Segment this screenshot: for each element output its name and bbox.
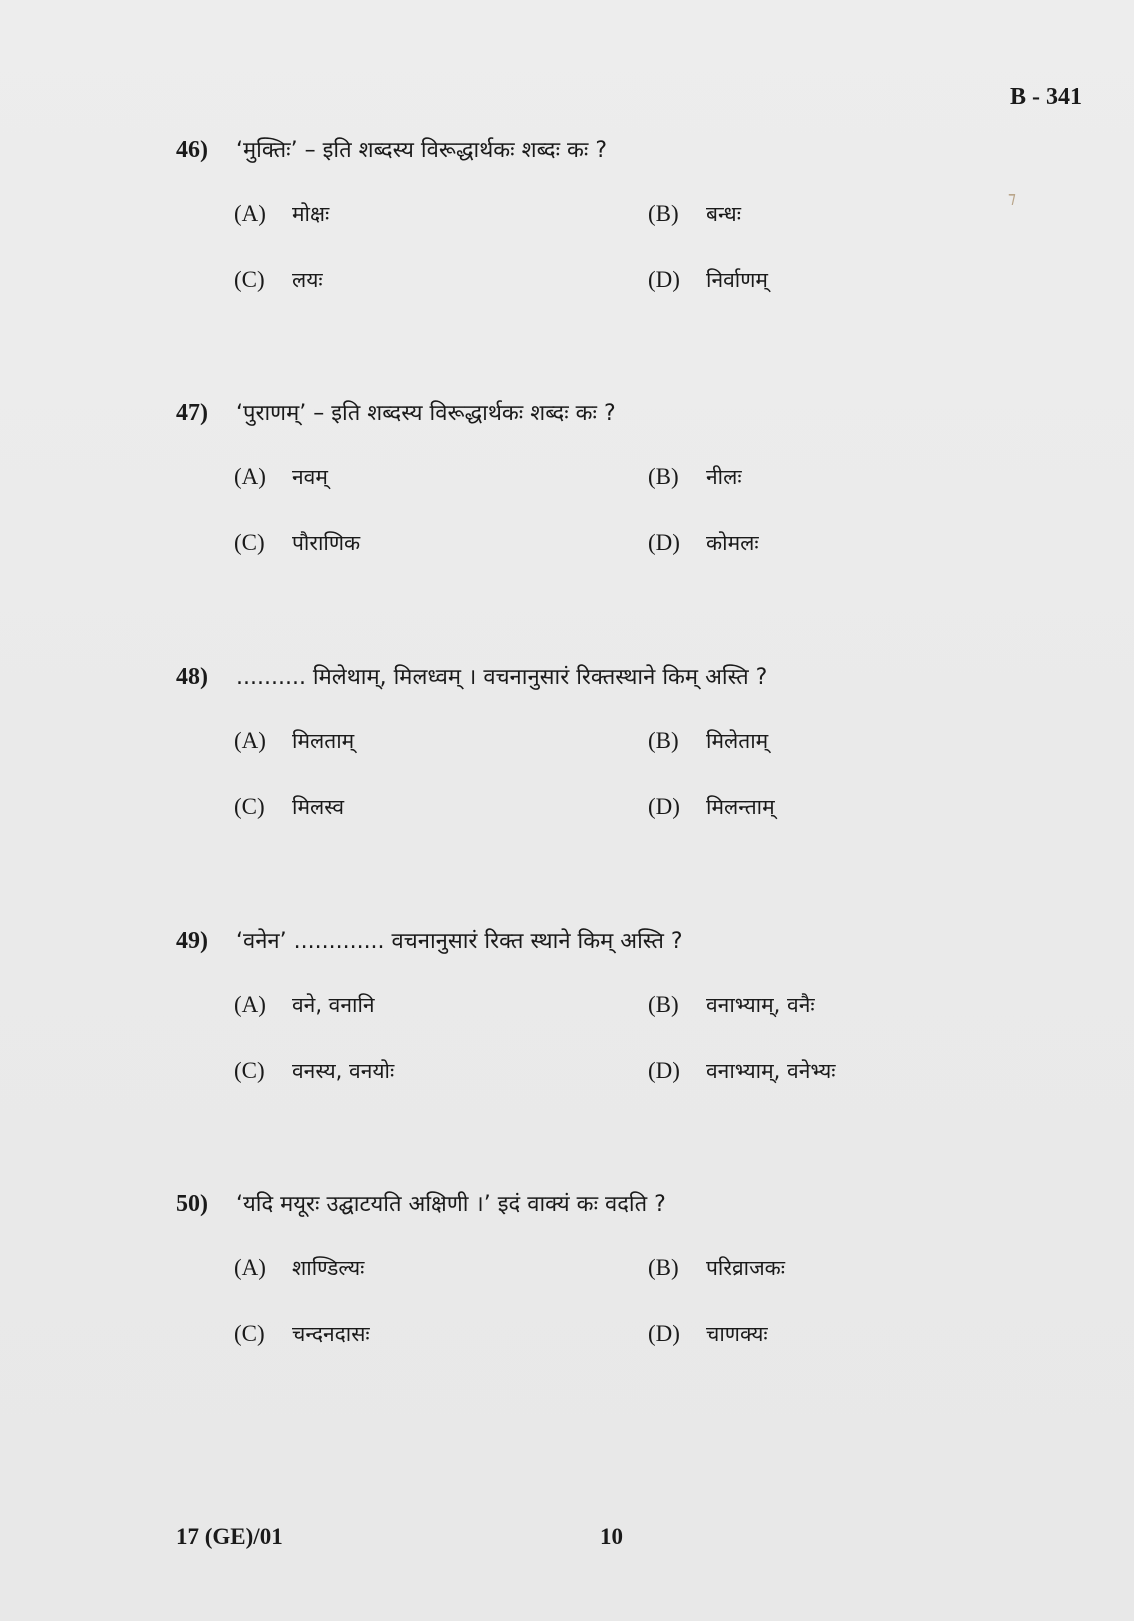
question-50 [176, 1187, 1076, 1361]
option-b[interactable] [648, 1251, 785, 1285]
option-letter: (B) [648, 728, 679, 753]
question-text: ‘मुक्तिः’ – इति शब्दस्य विरूद्धार्थकः शब्दः कः ? [236, 138, 608, 163]
option-text: वनाभ्याम्, वनेभ्यः [706, 1059, 836, 1083]
question-48 [176, 660, 1076, 834]
option-text: चन्दनदासः [292, 1322, 370, 1346]
option-letter: (A) [234, 992, 266, 1017]
option-letter: (D) [648, 530, 680, 555]
option-text: कोमलः [706, 531, 759, 555]
booklet-code: B - 341 [1010, 84, 1082, 110]
scan-mark: ⁊ [1008, 188, 1016, 207]
option-letter: (C) [234, 530, 265, 555]
options [176, 1251, 1076, 1361]
option-text: परिव्राजकः [706, 1256, 786, 1280]
question-46 [176, 133, 1076, 307]
option-b[interactable] [648, 197, 741, 231]
options [176, 988, 1076, 1098]
question-text: ‘वनेन’ ............. वचनानुसारं रिक्त स्थाने किम् अस्ति ? [236, 929, 683, 954]
option-text: वने, वनानि [292, 993, 375, 1017]
option-d[interactable] [648, 790, 775, 824]
option-letter: (A) [234, 201, 266, 226]
option-text: पौराणिक [292, 531, 361, 555]
option-c[interactable] [234, 1054, 394, 1088]
option-text: चाणक्यः [706, 1322, 768, 1346]
option-d[interactable] [648, 1054, 836, 1088]
option-text: मिलस्व [292, 795, 345, 819]
option-letter: (D) [648, 1321, 680, 1346]
option-c[interactable] [234, 526, 360, 560]
question-text: ‘यदि मयूरः उद्घाटयति अक्षिणी ।’ इदं वाक्यं कः वदति ? [236, 1192, 666, 1217]
option-text: नीलः [706, 465, 742, 489]
option-text: मिलताम् [292, 729, 355, 753]
question-text: .......... मिलेथाम्, मिलध्वम् । वचनानुसारं रिक्तस्थाने किम् अस्ति ? [236, 665, 768, 690]
option-a[interactable] [234, 460, 328, 494]
option-b[interactable] [648, 460, 742, 494]
question-stem [176, 924, 1076, 958]
option-text: शाण्डिल्यः [292, 1256, 365, 1280]
option-text: लयः [292, 268, 323, 292]
option-c[interactable] [234, 790, 344, 824]
option-a[interactable] [234, 1251, 364, 1285]
option-a[interactable] [234, 988, 375, 1022]
question-49 [176, 924, 1076, 1098]
question-stem [176, 133, 1076, 167]
option-letter: (B) [648, 201, 679, 226]
option-text: मोक्षः [292, 202, 330, 226]
option-c[interactable] [234, 1317, 370, 1351]
question-stem [176, 660, 1076, 694]
question-number: 50) [176, 1191, 208, 1217]
option-text: वनाभ्याम्, वनैः [706, 993, 815, 1017]
option-d[interactable] [648, 526, 759, 560]
page-number: 10 [600, 1524, 623, 1549]
paper-code: 17 (GE)/01 [176, 1524, 283, 1549]
option-letter: (A) [234, 464, 266, 489]
option-letter: (B) [648, 464, 679, 489]
option-text: वनस्य, वनयोः [292, 1059, 395, 1083]
option-letter: (C) [234, 794, 265, 819]
options [176, 724, 1076, 834]
question-number: 47) [176, 400, 208, 426]
option-letter: (C) [234, 1321, 265, 1346]
option-b[interactable] [648, 724, 768, 758]
option-a[interactable] [234, 197, 329, 231]
question-stem [176, 396, 1076, 430]
option-d[interactable] [648, 263, 768, 297]
question-stem [176, 1187, 1076, 1221]
option-text: निर्वाणम् [706, 268, 768, 292]
question-number: 49) [176, 928, 208, 954]
options [176, 197, 1076, 307]
question-47 [176, 396, 1076, 570]
option-letter: (D) [648, 267, 680, 292]
option-letter: (C) [234, 1058, 265, 1083]
option-letter: (D) [648, 1058, 680, 1083]
question-number: 46) [176, 137, 208, 163]
option-text: बन्धः [706, 202, 741, 226]
question-text: ‘पुराणम्’ – इति शब्दस्य विरूद्धार्थकः शब्दः कः ? [236, 401, 616, 426]
option-text: मिलन्ताम् [706, 795, 775, 819]
option-c[interactable] [234, 263, 323, 297]
option-letter: (B) [648, 992, 679, 1017]
option-d[interactable] [648, 1317, 768, 1351]
option-letter: (B) [648, 1255, 679, 1280]
option-letter: (D) [648, 794, 680, 819]
option-letter: (A) [234, 728, 266, 753]
option-a[interactable] [234, 724, 354, 758]
option-letter: (A) [234, 1255, 266, 1280]
options [176, 460, 1076, 570]
option-text: नवम् [292, 465, 328, 489]
option-b[interactable] [648, 988, 815, 1022]
option-letter: (C) [234, 267, 265, 292]
question-number: 48) [176, 664, 208, 690]
option-text: मिलेताम् [706, 729, 769, 753]
